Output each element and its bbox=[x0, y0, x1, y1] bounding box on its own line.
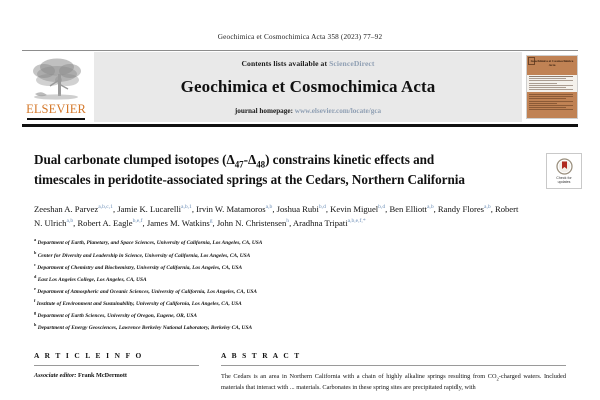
article-content bbox=[34, 151, 572, 392]
author-name: Ben Elliott bbox=[389, 203, 427, 214]
author-name: James M. Watkins bbox=[146, 217, 210, 228]
title-part-3: ) constrains kinetic effects and bbox=[265, 152, 435, 167]
author-name: Robert N. Ulrich bbox=[34, 203, 519, 228]
cover-header bbox=[527, 56, 577, 75]
author-affiliation-marks: b,e,f bbox=[132, 217, 143, 224]
affiliation-item bbox=[34, 261, 566, 273]
journal-title: Geochimica et Cosmochimica Acta bbox=[180, 77, 436, 96]
affiliation-text: Department of Atmospheric and Oceanic Sciences, University of California, Los Angeles, CA, USA bbox=[35, 288, 257, 295]
title-line-3: Northern California bbox=[351, 171, 465, 187]
affiliation-item bbox=[34, 297, 566, 309]
affiliation-key: a bbox=[34, 237, 37, 243]
abstract-part-3: waters. Included materials that interact with ... materials. Carbonates in these spring sites are precipitated rapidly, with bbox=[221, 373, 566, 391]
cover-contents-panel bbox=[527, 75, 577, 92]
affiliation-text: Institute of Environment and Sustainability, University of California, Los Angeles, CA, USA bbox=[35, 300, 242, 307]
masthead-top-rule bbox=[22, 50, 578, 51]
affiliation-key: b bbox=[34, 249, 37, 255]
crossmark-label: Check for updates bbox=[556, 175, 572, 184]
running-head: Geochimica et Cosmochimica Acta 358 (2023) 77–92 bbox=[217, 33, 383, 41]
title-part-2: -Δ bbox=[243, 152, 257, 167]
affiliation-item bbox=[34, 321, 566, 333]
author-affiliation-marks: h bbox=[286, 217, 290, 224]
affiliation-key: e bbox=[34, 285, 36, 291]
author-affiliation-marks: a,b,e,f,* bbox=[347, 217, 366, 224]
author-name: Joshua Rubi bbox=[276, 203, 319, 214]
author-affiliation-marks: g bbox=[209, 217, 213, 224]
author-name: John N. Christensen bbox=[216, 217, 287, 228]
affiliation-item bbox=[34, 285, 566, 297]
affiliation-text: Department of Energy Geosciences, Lawrence Berkeley National Laboratory, Berkeley CA, USA bbox=[36, 324, 253, 331]
author-affiliation-marks: a,b bbox=[484, 203, 491, 210]
title-sub-48: 48 bbox=[256, 159, 266, 170]
article-info-rule bbox=[34, 365, 199, 366]
affiliation-item bbox=[34, 273, 566, 285]
affiliation-key: d bbox=[34, 273, 37, 279]
author-affiliation-marks: a,b bbox=[265, 203, 273, 210]
title-part-1: Dual carbonate clumped isotopes (Δ bbox=[34, 152, 235, 167]
cover-abstract-panel bbox=[527, 92, 577, 119]
affiliation-text: Department of Earth, Planetary, and Space Sciences, University of California, Los Angeles, CA, USA bbox=[36, 240, 263, 247]
elsevier-wordmark: ELSEVIER bbox=[26, 102, 86, 116]
associate-editor-label: Associate editor: bbox=[34, 372, 77, 380]
page-title bbox=[34, 151, 489, 189]
affiliation-item bbox=[34, 236, 566, 248]
author-affiliation-marks: a,b,1 bbox=[180, 203, 192, 210]
affiliation-key: c bbox=[34, 261, 36, 267]
author-name: Jamie K. Lucarelli bbox=[117, 203, 181, 214]
abstract-part-2: -charged bbox=[498, 373, 521, 381]
abstract-part-1: The Cedars is an area in Northern California with a chain of highly alkaline springs resulting from CO bbox=[221, 373, 497, 381]
abstract-text bbox=[221, 372, 566, 392]
affiliation-key: f bbox=[34, 297, 36, 303]
journal-cover-thumbnail[interactable] bbox=[526, 55, 578, 119]
abstract-heading: A B S T R A C T bbox=[221, 351, 302, 361]
journal-homepage-line bbox=[235, 107, 381, 115]
crossmark-icon bbox=[556, 158, 573, 175]
info-abstract-row bbox=[34, 351, 566, 392]
title-sub-47: 47 bbox=[234, 159, 244, 170]
author-name: Kevin Miguel bbox=[330, 203, 379, 214]
affiliation-text: Department of Earth Sciences, University of Oregon, Eugene, OR, USA bbox=[36, 312, 197, 319]
elsevier-logo bbox=[22, 52, 90, 122]
title-line-2: timescales in peridotite-associated springs at the Cedars, bbox=[34, 171, 349, 187]
abstract-rule bbox=[221, 365, 566, 366]
crossmark-badge[interactable] bbox=[546, 153, 582, 189]
abstract-sub-2: 2 bbox=[496, 376, 499, 382]
affiliation-item bbox=[34, 309, 566, 321]
author-name: Zeeshan A. Parvez bbox=[34, 203, 99, 214]
associate-editor bbox=[34, 372, 199, 379]
author-affiliation-marks: b,d bbox=[378, 203, 386, 210]
homepage-prefix: journal homepage: bbox=[234, 107, 293, 115]
affiliation-list bbox=[34, 236, 566, 333]
affiliation-text: Department of Chemistry and Biochemistry, University of California, Los Angeles, CA, USA bbox=[35, 264, 243, 271]
author-name: Irvin W. Matamoros bbox=[196, 203, 266, 214]
masthead-center bbox=[94, 52, 522, 122]
masthead-bottom-rule bbox=[22, 124, 578, 127]
author-name: Aradhna Tripati bbox=[292, 217, 348, 228]
associate-editor-name: Frank McDermott bbox=[78, 372, 127, 380]
sciencedirect-link[interactable]: ScienceDirect bbox=[329, 59, 375, 68]
elsevier-underbar bbox=[27, 118, 85, 121]
contents-available-line bbox=[241, 59, 374, 68]
cover-title: Geochimica et Cosmochimica Acta bbox=[530, 59, 574, 68]
article-info-column bbox=[34, 351, 199, 392]
author-name: Randy Flores bbox=[437, 203, 484, 214]
affiliation-text: Center for Diversity and Leadership in Science, University of California, Los Angeles, CA, USA bbox=[36, 252, 251, 259]
author-affiliation-marks: a,b bbox=[66, 217, 74, 224]
author-affiliation-marks: a,b bbox=[426, 203, 434, 210]
article-info-heading: A R T I C L E I N F O bbox=[34, 351, 144, 361]
author-affiliation-marks: b,d bbox=[318, 203, 326, 210]
contents-prefix: Contents lists available at bbox=[241, 59, 328, 68]
author-list: Zeeshan A. Parvez$^{a,b,c,1}$, Jamie K. Lucarelli$^{a,b,1}$, Irvin W. Matamoros$^{a,b}$, Joshua Rubi$^{b,d}$, Kevin Miguel$^{b,d}$, Ben Elliott$^{a,b}$, Randy Flores$^{a,b}$, Robert N. Ulrich$^{a,b}$, Robert A. Eagle$^{b,e,f}$, James M. Watkins$^g$, John N. Christensen$^h$, Aradhna Tripati$^{a,b,e,f,*}$ bbox=[34, 203, 519, 228]
affiliation-text: East Los Angeles College, Los Angeles, CA, USA bbox=[36, 276, 147, 283]
author-name: Robert A. Eagle bbox=[77, 217, 133, 228]
affiliation-key: g bbox=[34, 310, 37, 315]
abstract-column bbox=[221, 351, 566, 392]
homepage-url-link[interactable]: www.elsevier.com/locate/gca bbox=[294, 107, 382, 115]
author-affiliation-marks: a,b,c,1 bbox=[98, 203, 113, 210]
elsevier-tree-icon bbox=[27, 56, 85, 102]
affiliation-key: h bbox=[34, 322, 37, 328]
affiliation-item bbox=[34, 249, 566, 261]
journal-masthead bbox=[22, 50, 578, 127]
